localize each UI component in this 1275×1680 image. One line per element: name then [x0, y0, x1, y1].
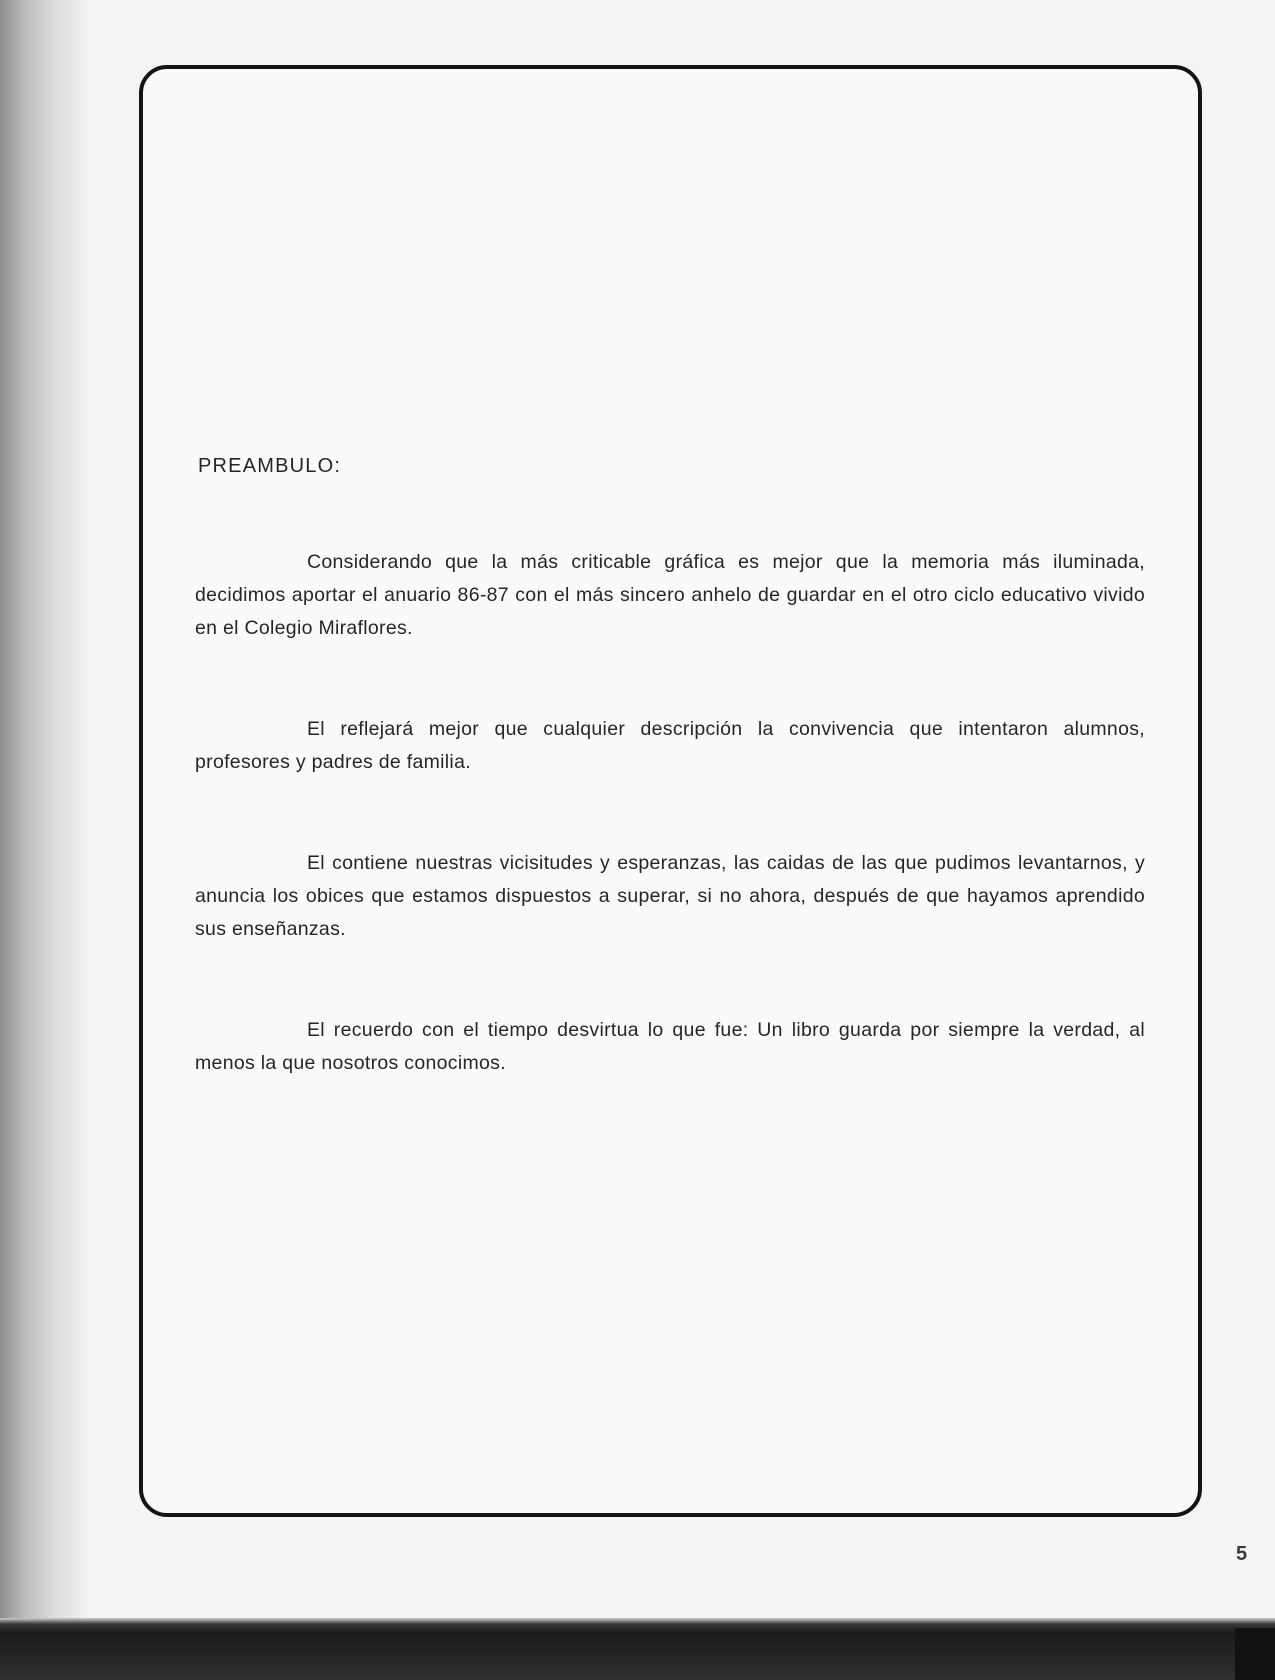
book-spine-shadow	[0, 0, 90, 1680]
paragraph-3: El contiene nuestras vicisitudes y esperanzas, las caidas de las que pudimos levantarnos, y anuncia los obices que estamos dispuestos a superar, si no ahora, después de que hayamos aprendido sus enseñanzas.	[195, 852, 1145, 940]
book-corner-shadow	[1235, 1628, 1275, 1680]
page-number: 5	[1236, 1543, 1248, 1565]
preamble-text-block	[195, 450, 1145, 1148]
paragraph-2: El reflejará mejor que cualquier descripción la convivencia que intentaron alumnos, profesores y padres de familia.	[195, 718, 1145, 773]
paragraph-4: El recuerdo con el tiempo desvirtua lo que fue: Un libro guarda por siempre la verdad, al menos la que nosotros conocimos.	[195, 1019, 1145, 1074]
book-bottom-edge	[0, 1618, 1275, 1680]
page-heading: PREAMBULO:	[198, 455, 342, 477]
paragraph-1: Considerando que la más criticable gráfica es mejor que la memoria más iluminada, decidimos aportar el anuario 86-87 con el más sincero anhelo de guardar en el otro ciclo educativo vivido en el Colegio Miraflores.	[195, 551, 1145, 639]
